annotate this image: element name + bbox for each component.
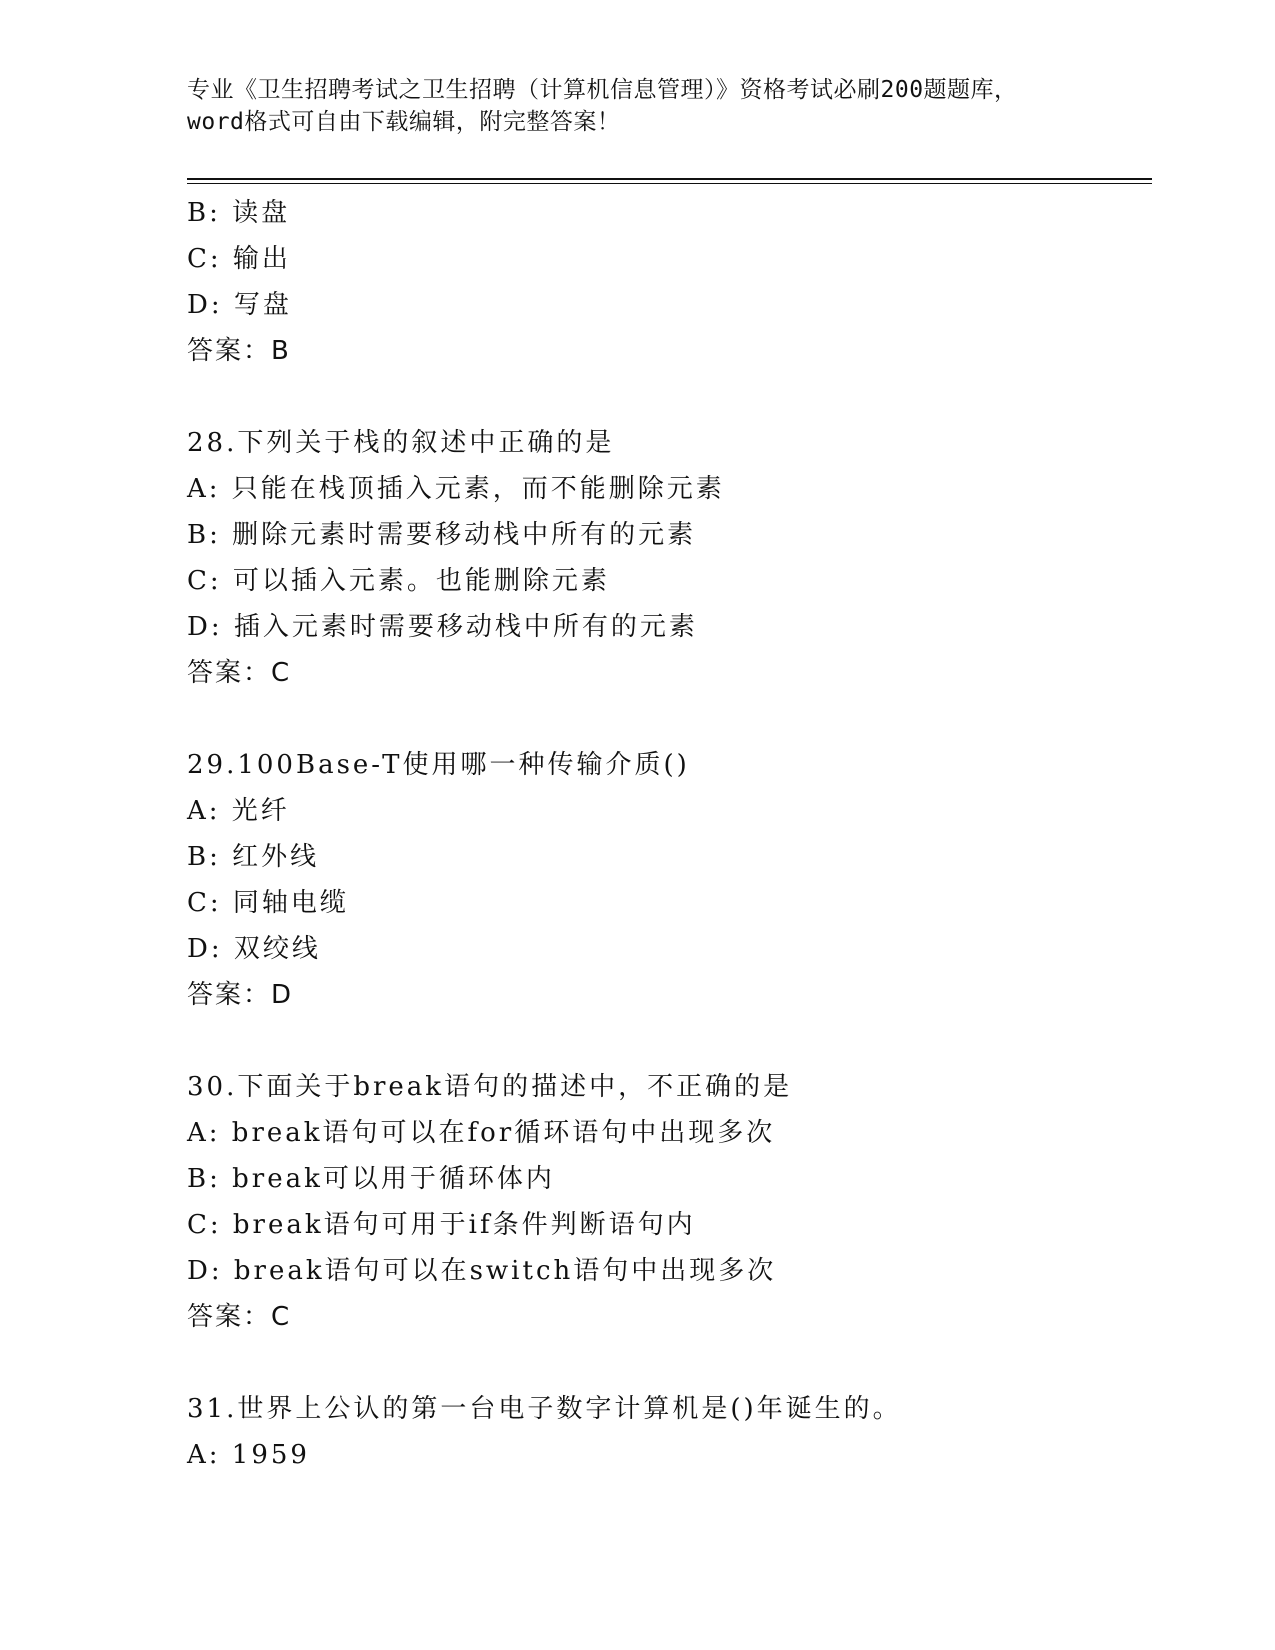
option-b: B: 红外线 [187, 842, 320, 872]
option-d: D: 插入元素时需要移动栈中所有的元素 [187, 612, 698, 642]
option-c: C: 输出 [187, 244, 291, 274]
option-a: A: 1959 [187, 1440, 310, 1470]
option-b: B: 读盘 [187, 198, 291, 228]
question-28: 28.下列关于栈的叙述中正确的是 [187, 428, 615, 458]
answer-line: 答案：C [187, 1302, 292, 1332]
option-d: D: 写盘 [187, 290, 292, 320]
option-a: A: 光纤 [187, 796, 290, 826]
header-divider [187, 178, 1152, 180]
header-line-1: 专业《卫生招聘考试之卫生招聘（计算机信息管理）》资格考试必刷200题题库， [187, 77, 1018, 103]
option-b: B: break可以用于循环体内 [187, 1164, 555, 1194]
question-29: 29.100Base-T使用哪一种传输介质() [187, 750, 690, 780]
option-a: A: 只能在栈顶插入元素，而不能删除元素 [187, 474, 725, 504]
option-d: D: 双绞线 [187, 934, 321, 964]
option-b: B: 删除元素时需要移动栈中所有的元素 [187, 520, 697, 550]
header-line-2: word格式可自由下载编辑，附完整答案！ [187, 109, 621, 135]
header-divider-thin [187, 183, 1152, 184]
option-d: D: break语句可以在switch语句中出现多次 [187, 1256, 777, 1286]
answer-line: 答案：C [187, 658, 292, 688]
option-c: C: 同轴电缆 [187, 888, 349, 918]
option-a: A: break语句可以在for循环语句中出现多次 [187, 1118, 776, 1148]
answer-line: 答案：D [187, 980, 294, 1010]
answer-line: 答案：B [187, 336, 291, 366]
document-header [187, 74, 1117, 138]
question-31: 31.世界上公认的第一台电子数字计算机是()年诞生的。 [187, 1394, 902, 1424]
option-c: C: break语句可用于if条件判断语句内 [187, 1210, 696, 1240]
question-list [187, 190, 1147, 1478]
question-30: 30.下面关于break语句的描述中，不正确的是 [187, 1072, 793, 1102]
option-c: C: 可以插入元素。也能删除元素 [187, 566, 610, 596]
